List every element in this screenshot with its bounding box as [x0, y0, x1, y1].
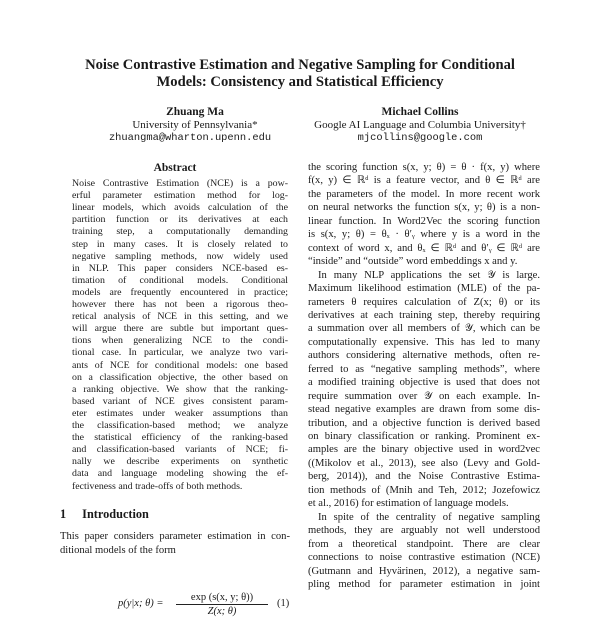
text-line: “inside” and “outside” word embeddings x and y. [308, 256, 518, 268]
text-line: erful parameter estimation method for log- [72, 190, 288, 202]
section-heading [60, 507, 149, 522]
equation-lhs: p(y|x; θ) = [118, 598, 164, 609]
text-line: in NLP. This paper considers NCE-based es- [72, 262, 288, 274]
text-line: is s(x, y; θ) = θₓ · θ′ᵧ where y is a word in the [308, 229, 540, 241]
equation-numerator: exp (s(x, y; θ)) [176, 592, 268, 605]
author-affiliation: Google AI Language and Columbia University† [314, 119, 526, 131]
text-line: ants of NCE for conditional models: one based [72, 359, 288, 371]
text-line: and classification-based variants of NCE; fi- [72, 444, 288, 456]
equation-label: (1) [277, 598, 290, 609]
abstract-heading: Abstract [153, 162, 197, 174]
author-affiliation: University of Pennsylvania* [132, 119, 258, 131]
text-line: tions when generalizing NCE to the condi- [72, 335, 288, 347]
equation-denominator: Z(x; θ) [207, 606, 237, 617]
text-line: on binary classification or ranking. Prominent ex- [308, 431, 540, 442]
text-line: fectiveness and trade-offs of both methods. [72, 480, 243, 492]
text-line: negative sampling methods, now widely used [72, 250, 288, 262]
text-line: computationally expensive. This has led to many [308, 336, 540, 348]
author-block-1 [100, 105, 290, 132]
text-line: data and language modeling showing the ef- [72, 468, 288, 480]
paper-title-line-1: Noise Contrastive Estimation and Negative Sampling for Conditional [85, 57, 515, 73]
text-line: from a theoretical standpoint. There are clear [308, 538, 540, 550]
text-line: tion methods of (Mnih and Teh, 2012; Jozefowicz [308, 484, 540, 496]
author-block-2 [290, 105, 550, 132]
author-name: Zhuang Ma [166, 106, 224, 118]
text-line: f(x, y) ∈ ℝᵈ is a feature vector, and θ ∈ ℝᵈ are [308, 175, 540, 187]
author-email: mjcollins@google.com [357, 132, 483, 144]
text-line: a summation over all members of 𝒴, which can be [308, 323, 540, 335]
text-line: on a classification objective, the other based on [72, 371, 288, 383]
text-line: retical analysis of NCE in this setting, and we [72, 311, 288, 323]
text-line: the classification-based method; we analyze [72, 420, 288, 431]
text-line: a ranking objective. We show that the ranking- [72, 383, 288, 395]
text-line: a modified training objective is used that does not [308, 377, 540, 389]
text-line: authors considering alternative methods, often re- [308, 350, 540, 362]
text-line: context of word x, and θₓ ∈ ℝᵈ and θ′ᵧ ∈ ℝᵈ are [308, 242, 540, 254]
text-line: berg, 2014)), and the Noise Contrastive Estima- [308, 471, 540, 483]
text-line: derivatives at each training step, thereby requiring [308, 309, 540, 321]
author-name: Michael Collins [381, 106, 459, 118]
text-line: amples are the binary objective used in word2vec [308, 444, 540, 456]
text-line: connections to noise contrastive estimation (NCE) [308, 552, 540, 564]
text-line: nally we describe experiments on synthetic [72, 456, 288, 468]
text-line: This paper considers parameter estimation in con- [60, 531, 290, 542]
text-line: (Gutmann and Hyvärinen, 2012), a negative sam- [308, 565, 540, 577]
text-line: methods, they are arguably not well understood [308, 525, 540, 537]
text-line: tional case. In particular, we analyze two vari- [72, 347, 288, 359]
text-line: based variant of NCE gives consistent param- [72, 395, 288, 407]
text-line: on neural networks the function s(x, y; θ) is a non- [308, 202, 540, 214]
text-line: linear models, which avoids calculation of the [72, 202, 288, 214]
text-line: linear function. In Word2Vec the scoring function [308, 215, 540, 227]
text-line: ferred to as “negative sampling methods”, where [308, 363, 540, 375]
text-line: Maximum likelihood estimation (MLE) of the pa- [308, 283, 540, 295]
text-line: et al., 2016) for estimation of language models. [308, 498, 509, 510]
text-line: timation of conditional models. Conditional [72, 274, 288, 286]
section-number: 1 [60, 507, 67, 521]
text-line: In many NLP applications the set 𝒴 is large. [318, 269, 540, 281]
text-line: the scoring function s(x, y; θ) = θ · f(x, y) where [308, 162, 540, 173]
section-title: Introduction [82, 507, 149, 521]
text-line: will argue there are subtle but important ques- [72, 323, 288, 335]
paper-title-line-2: Models: Consistency and Statistical Efficiency [156, 74, 444, 90]
text-line: pling method for parameter estimation in joint [308, 578, 540, 590]
text-line: Noise Contrastive Estimation (NCE) is a pow- [72, 178, 288, 189]
text-line: In spite of the centrality of negative sampling [318, 511, 540, 523]
text-line: ditional models of the form [60, 544, 176, 556]
text-line: partition function or its derivatives at each [72, 214, 288, 226]
text-line: eter estimates under weaker assumptions than [72, 407, 288, 419]
text-line: training step, a computationally demanding [72, 226, 288, 238]
text-line: step in many cases. It is closely related to [72, 238, 288, 250]
text-line: ((Mikolov et al., 2013), see also (Levy and Gold- [308, 457, 540, 469]
text-line: the statistical efficiency of the ranking-based [72, 432, 288, 444]
text-line: rameters θ requires calculation of Z(x; θ) or its [308, 296, 540, 308]
text-line: the parameters of the model. In more recent work [308, 188, 540, 200]
text-line: require summation over 𝒴 on each example. In- [308, 390, 540, 402]
text-line: models are frequently encountered in practice; [72, 286, 288, 298]
text-line: however there has not been a rigorous theo- [72, 299, 288, 310]
text-line: tribution, and a objective function is derived based [308, 417, 540, 429]
text-line: stead negative examples are drawn from some dis- [308, 404, 540, 416]
author-email: zhuangma@wharton.upenn.edu [108, 132, 272, 144]
